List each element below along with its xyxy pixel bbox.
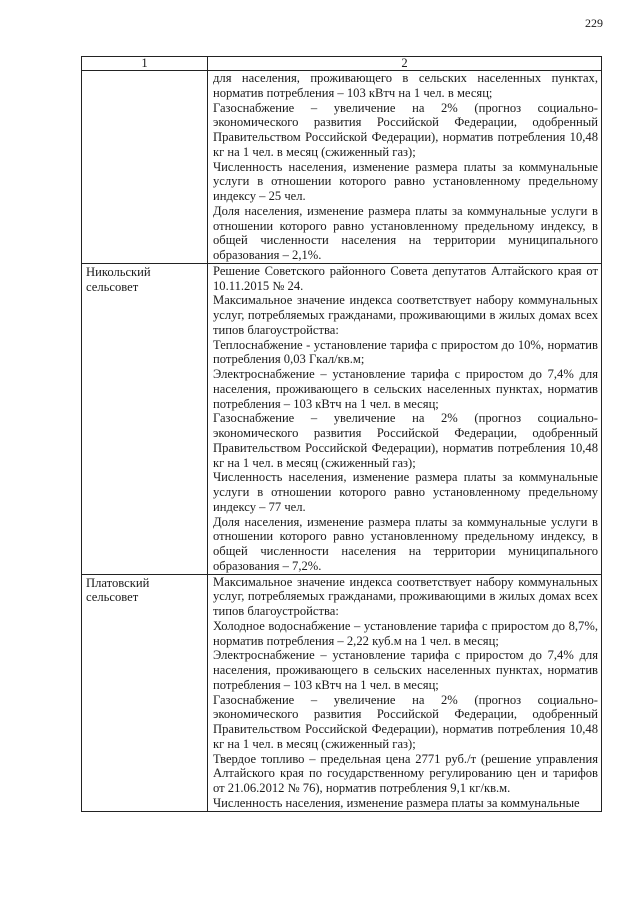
- table-row: [82, 263, 602, 574]
- paragraph: для населения, проживающего в сельских населенных пунктах, норматив потребления – 103 кВтч на 1 чел. в месяц;: [213, 71, 598, 100]
- column-header-2: 2: [208, 57, 602, 71]
- paragraph: Газоснабжение – увеличение на 2% (прогноз социально-экономического развития Российской Федерации, одобренный Правительством Российской Федерации), норматив потребления 10,48 кг на 1 чел. в месяц (сжиженный газ);: [213, 692, 598, 751]
- paragraph: Холодное водоснабжение – установление тарифа с приростом до 8,7%, норматив потребления – 2,22 куб.м на 1 чел. в месяц;: [213, 618, 598, 648]
- paragraph: Теплоснабжение - установление тарифа с приростом до 10%, норматив потребления 0,03 Гкал/кв.м;: [213, 337, 598, 367]
- municipality-cell: [82, 71, 208, 264]
- paragraph: Решение Советского районного Совета депутатов Алтайского края от 10.11.2015 № 24.: [213, 263, 598, 293]
- paragraph: Доля населения, изменение размера платы за коммунальные услуги в отношении которого равно установленному предельному индексу, в общей численности населения на территории муниципального образования – 7,2%.: [213, 514, 598, 573]
- column-header-1: 1: [82, 57, 208, 71]
- paragraph: Твердое топливо – предельная цена 2771 руб./т (решение управления Алтайского края по государственному регулированию цен и тарифов от 21.06.2012 № 76), норматив потребления 9,1 кг/кв.м.: [213, 751, 598, 795]
- paragraph: Численность населения, изменение размера платы за коммунальные услуги в отношении которого равно установленному предельному индексу – 25 чел.: [213, 159, 598, 203]
- paragraph: Газоснабжение – увеличение на 2% (прогноз социально-экономического развития Российской Федерации, одобренный Правительством Российской Федерации), норматив потребления 10,48 кг на 1 чел. в месяц (сжиженный газ);: [213, 411, 598, 470]
- paragraph: Численность населения, изменение размера платы за коммунальные: [213, 795, 580, 810]
- paragraph: Электроснабжение – установление тарифа с приростом до 7,4% для населения, проживающего в сельских населенных пунктах, норматив потребления – 103 кВтч на 1 чел. в месяц;: [213, 367, 598, 411]
- paragraph: Газоснабжение – увеличение на 2% (прогноз социально-экономического развития Российской Федерации, одобренный Правительством Российской Федерации), норматив потребления 10,48 кг на 1 чел. в месяц (сжиженный газ);: [213, 100, 598, 159]
- document-table: [81, 56, 602, 812]
- description-cell: [208, 71, 602, 264]
- paragraph: Максимальное значение индекса соответствует набору коммунальных услуг, потребляемых гражданами, проживающими в жилых домах всех типов благоустройства:: [213, 293, 598, 337]
- municipality-cell: Никольский сельсовет: [82, 263, 208, 574]
- paragraph: Электроснабжение – установление тарифа с приростом до 7,4% для населения, проживающего в сельских населенных пунктах, норматив потребления – 103 кВтч на 1 чел. в месяц;: [213, 648, 598, 692]
- paragraph: Численность населения, изменение размера платы за коммунальные услуги в отношении которого равно установленному предельному индексу – 77 чел.: [213, 470, 598, 514]
- page-number: 229: [585, 16, 603, 30]
- table-header-row: [82, 57, 602, 71]
- description-cell: [208, 263, 602, 574]
- description-cell: [208, 574, 602, 811]
- paragraph: Максимальное значение индекса соответствует набору коммунальных услуг, потребляемых гражданами, проживающими в жилых домах всех типов благоустройства:: [213, 574, 598, 618]
- paragraph: Доля населения, изменение размера платы за коммунальные услуги в отношении которого равно установленному предельному индексу, в общей численности населения на территории муниципального образования – 2,1%.: [213, 203, 598, 262]
- table-row: [82, 574, 602, 811]
- table-row: [82, 71, 602, 264]
- municipality-cell: Платовский сельсовет: [82, 574, 208, 811]
